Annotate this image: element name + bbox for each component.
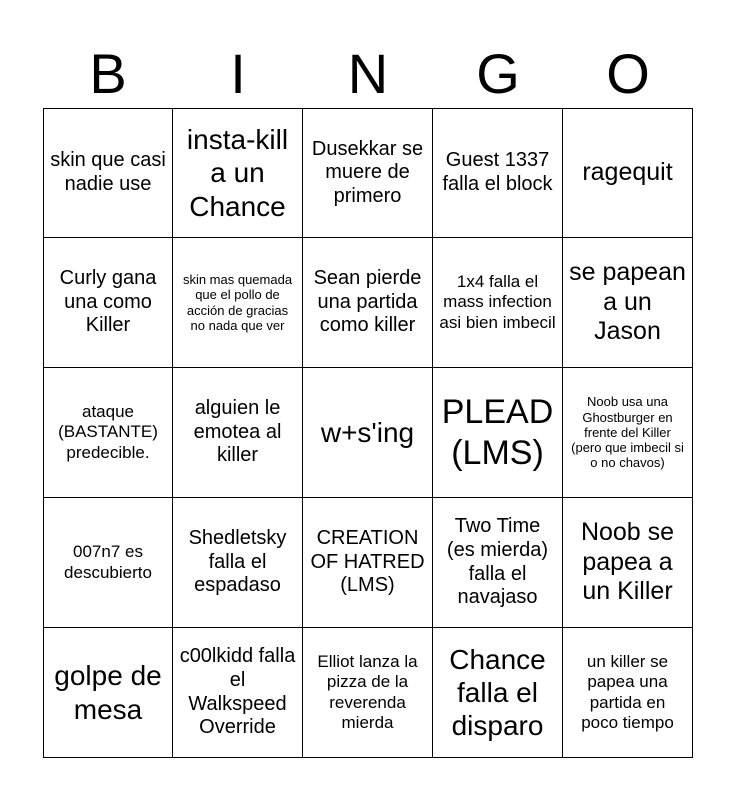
bingo-cell-r4-c2[interactable] bbox=[173, 498, 303, 628]
header-letter-o: O bbox=[606, 42, 650, 105]
header-letter-i: I bbox=[230, 42, 246, 105]
bingo-cell-r5-c5[interactable] bbox=[563, 628, 693, 758]
bingo-cell-r3-c5[interactable] bbox=[563, 368, 693, 498]
cell-text: Noob usa una Ghostburger en frente del Killer (pero que imbecil si o no chavos) bbox=[571, 394, 684, 471]
cell-text: Dusekkar se muere de primero bbox=[311, 137, 424, 207]
bingo-cell-r5-c4[interactable] bbox=[433, 628, 563, 758]
cell-text: 007n7 es descubierto bbox=[64, 542, 152, 582]
bingo-cell-r5-c3[interactable] bbox=[303, 628, 433, 758]
bingo-cell-r2-c5[interactable] bbox=[563, 238, 693, 368]
cell-text: Sean pierde una partida como killer bbox=[313, 267, 422, 337]
cell-text: insta-kill a un Chance bbox=[186, 124, 289, 222]
bingo-cell-r2-c3[interactable] bbox=[303, 238, 433, 368]
cell-text: Guest 1337 falla el block bbox=[442, 149, 553, 195]
bingo-cell-r5-c1[interactable] bbox=[43, 628, 173, 758]
cell-text: CREATION OF HATRED (LMS) bbox=[310, 527, 425, 597]
header-letter-b: B bbox=[89, 42, 127, 105]
bingo-cell-r2-c1[interactable] bbox=[43, 238, 173, 368]
header-letter-g: G bbox=[476, 42, 520, 105]
bingo-board bbox=[43, 108, 693, 758]
bingo-cell-r4-c4[interactable] bbox=[433, 498, 563, 628]
cell-text: PLEAD (LMS) bbox=[441, 393, 554, 472]
cell-text: ataque (BASTANTE) predecible. bbox=[58, 402, 158, 462]
bingo-cell-r2-c4[interactable] bbox=[433, 238, 563, 368]
bingo-header bbox=[43, 40, 693, 108]
cell-text: Shedletsky falla el espadaso bbox=[188, 527, 287, 597]
cell-text: Elliot lanza la pizza de la reverenda mierda bbox=[317, 652, 418, 732]
bingo-cell-r4-c1[interactable] bbox=[43, 498, 173, 628]
cell-text: c00lkidd falla el Walkspeed Override bbox=[179, 645, 296, 739]
bingo-cell-r1-c3[interactable] bbox=[303, 108, 433, 238]
bingo-cell-r1-c2[interactable] bbox=[173, 108, 303, 238]
header-letter-n: N bbox=[347, 42, 389, 105]
bingo-cell-r1-c4[interactable] bbox=[433, 108, 563, 238]
cell-text: Chance falla el disparo bbox=[449, 643, 546, 742]
bingo-cell-r1-c5[interactable] bbox=[563, 108, 693, 238]
bingo-cell-r3-c1[interactable] bbox=[43, 368, 173, 498]
cell-text: se papean a un Jason bbox=[569, 258, 686, 346]
bingo-cell-r3-c2[interactable] bbox=[173, 368, 303, 498]
cell-text: Curly gana una como Killer bbox=[59, 267, 157, 337]
cell-text: skin mas quemada que el pollo de acción de gracias no nada que ver bbox=[182, 271, 293, 333]
cell-text: ragequit bbox=[582, 158, 673, 187]
bingo-cell-r4-c5[interactable] bbox=[563, 498, 693, 628]
cell-text: Noob se papea a un Killer bbox=[580, 518, 675, 606]
bingo-cell-r3-c3[interactable] bbox=[303, 368, 433, 498]
cell-text: alguien le emotea al killer bbox=[193, 397, 282, 467]
cell-text: w+s'ing bbox=[320, 416, 415, 448]
bingo-cell-r5-c2[interactable] bbox=[173, 628, 303, 758]
bingo-cell-r2-c2[interactable] bbox=[173, 238, 303, 368]
cell-text: Two Time (es mierda) falla el navajaso bbox=[446, 515, 549, 609]
cell-text: golpe de mesa bbox=[54, 660, 162, 725]
bingo-cell-r4-c3[interactable] bbox=[303, 498, 433, 628]
bingo-cell-r1-c1[interactable] bbox=[43, 108, 173, 238]
cell-text: 1x4 falla el mass infection asi bien imbecil bbox=[439, 272, 556, 332]
cell-text: un killer se papea una partida en poco tiempo bbox=[581, 652, 674, 732]
cell-text: skin que casi nadie use bbox=[50, 149, 166, 195]
bingo-cell-r3-c4[interactable] bbox=[433, 368, 563, 498]
